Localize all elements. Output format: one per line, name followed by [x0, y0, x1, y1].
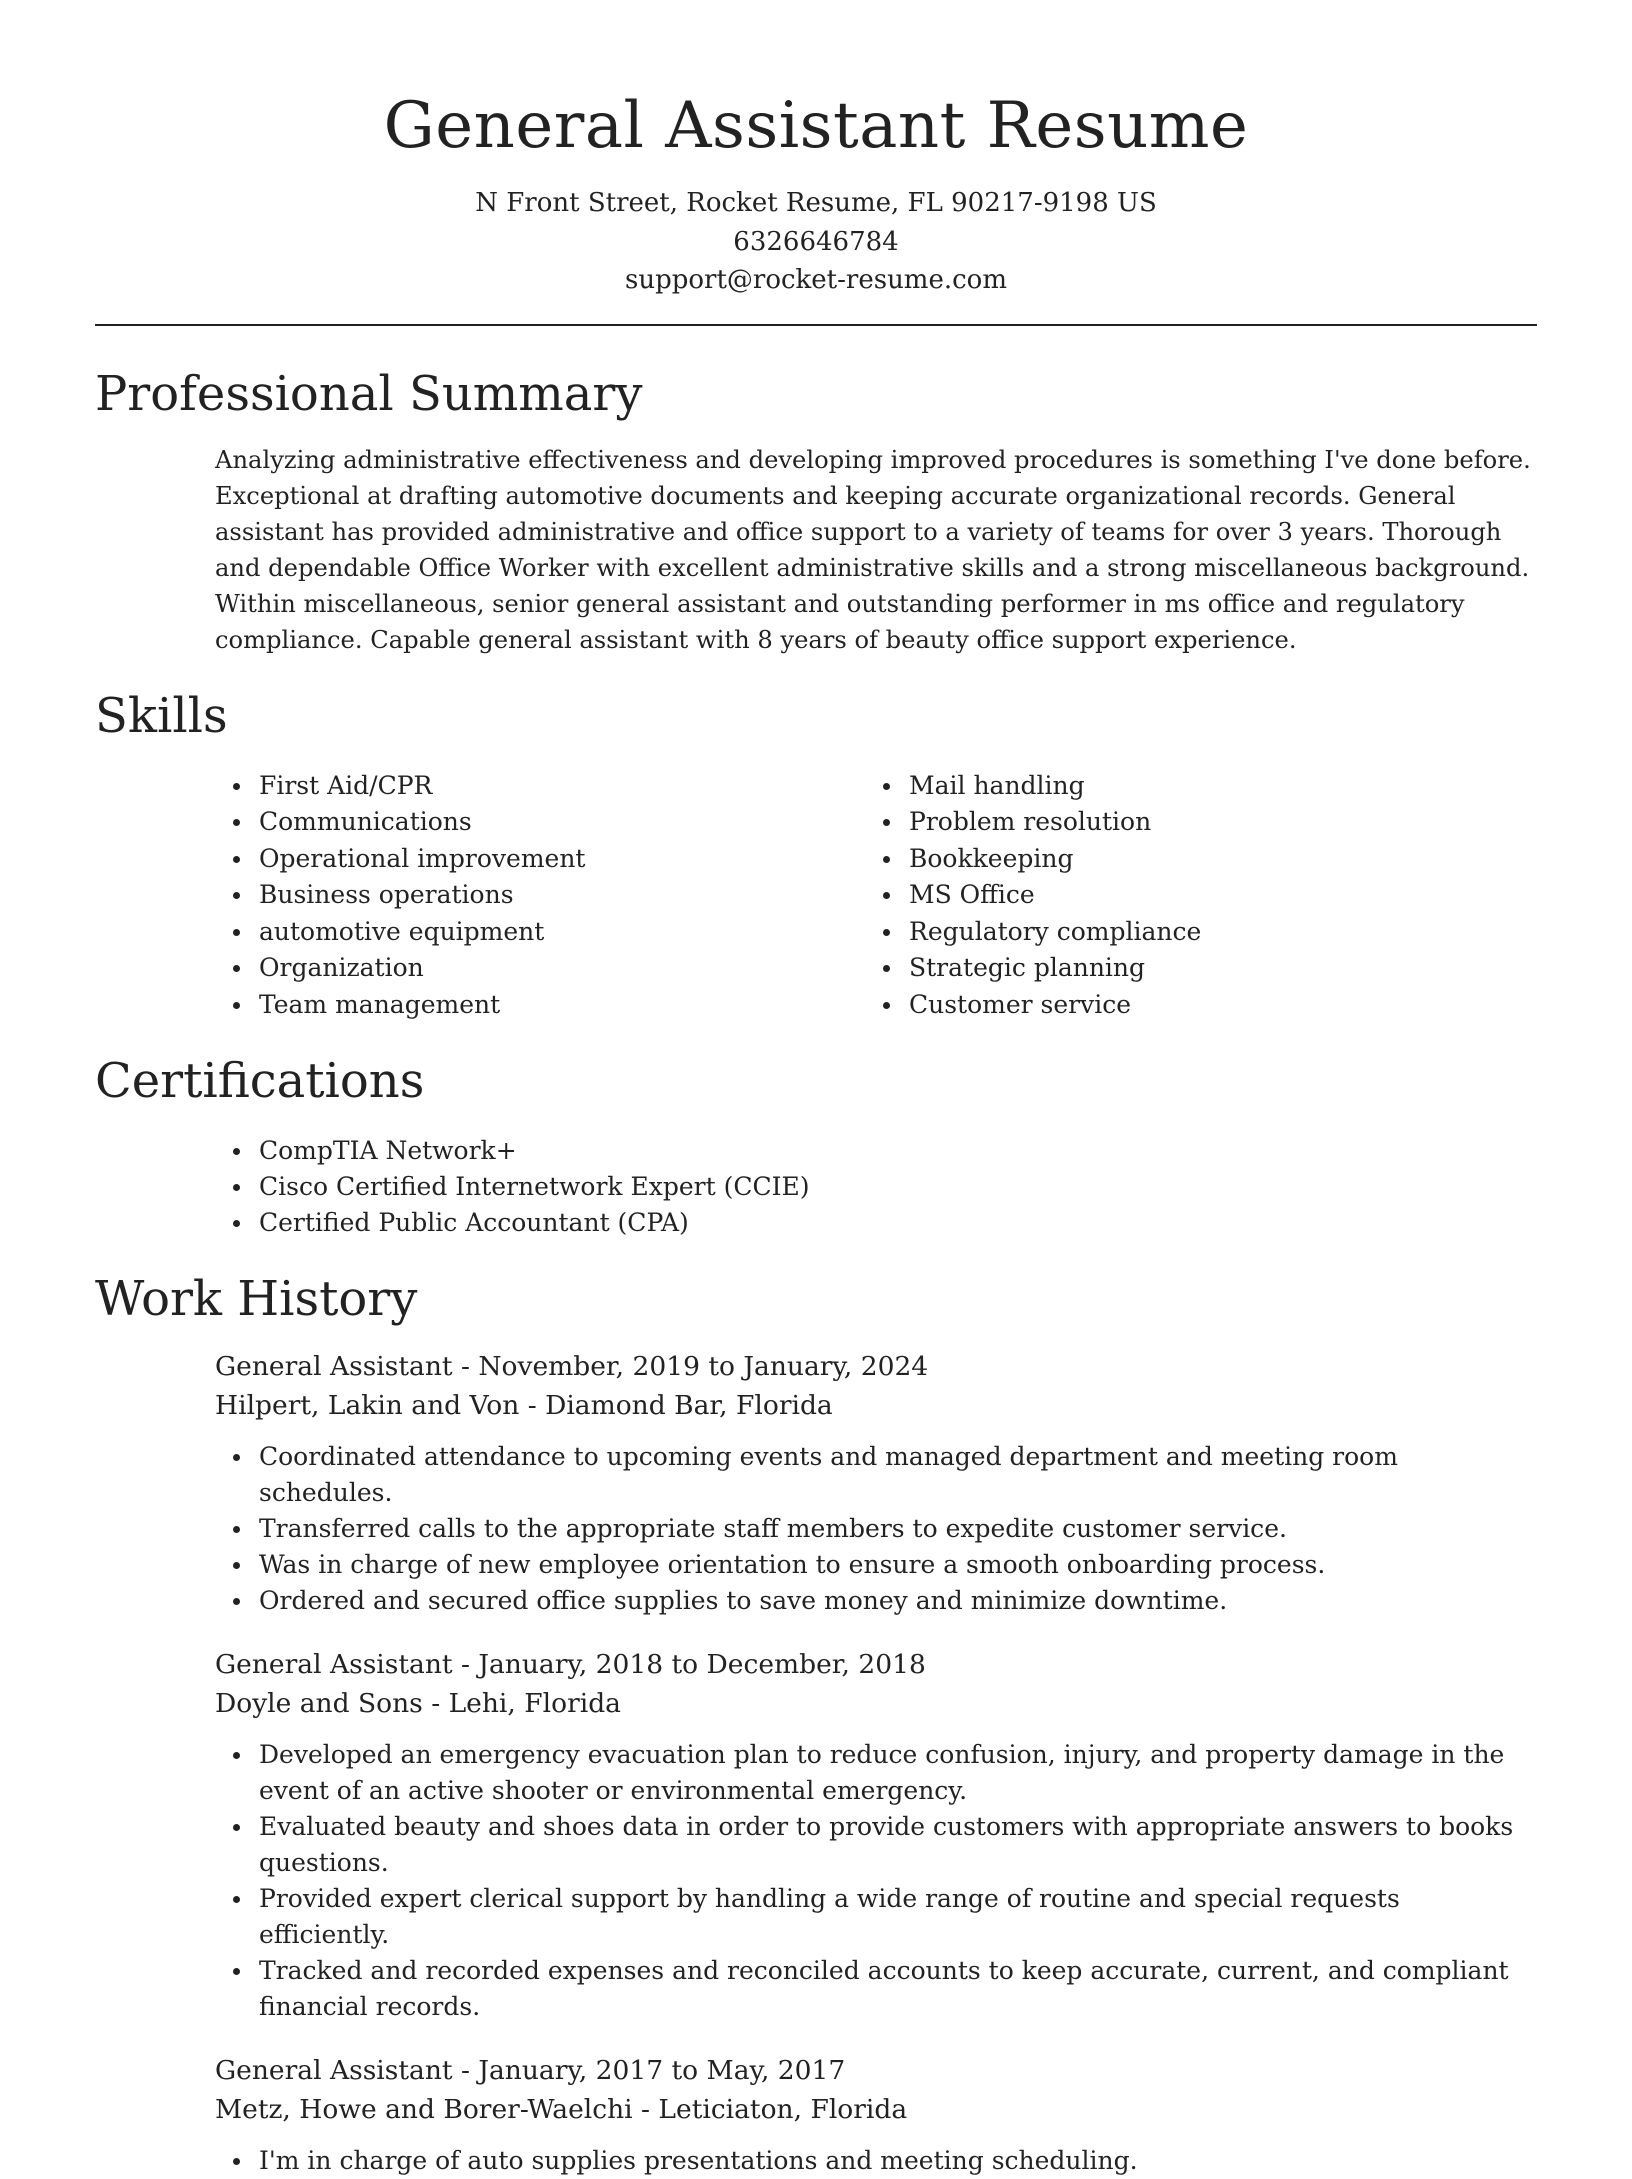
job-entry	[95, 1645, 1537, 2025]
skills-grid	[95, 768, 1537, 1024]
job-bullet: Developed an emergency evacuation plan to reduce confusion, injury, and property damage in the event of an active shooter or environmental emergency.	[215, 1737, 1537, 1809]
resume-page	[95, 0, 1537, 2179]
job-bullet: Ordered and secured office supplies to save money and minimize downtime.	[215, 1583, 1537, 1619]
certification-item: Cisco Certified Internetwork Expert (CCIE)	[215, 1169, 1537, 1205]
job-bullet: Evaluated beauty and shoes data in order to provide customers with appropriate answers to books questions.	[215, 1809, 1537, 1881]
certifications-list	[95, 1133, 1537, 1241]
skills-heading: Skills	[95, 687, 228, 744]
job-entry	[95, 1347, 1537, 1619]
skill-item: MS Office	[865, 877, 1537, 914]
skill-item: Customer service	[865, 987, 1537, 1024]
job-title-line: General Assistant - November, 2019 to January, 2024	[215, 1351, 929, 1382]
job-entry	[95, 2051, 1537, 2179]
certification-item: CompTIA Network+	[215, 1133, 1537, 1169]
certifications-heading: Certifications	[95, 1053, 425, 1109]
skill-item: Team management	[215, 987, 865, 1024]
skill-item: Strategic planning	[865, 950, 1537, 987]
job-bullet: I'm in charge of auto supplies presentations and meeting scheduling.	[215, 2143, 1537, 2179]
skill-item: Problem resolution	[865, 804, 1537, 841]
job-bullet: Was in charge of new employee orientation to ensure a smooth onboarding process.	[215, 1547, 1537, 1583]
job-company-line: Metz, Howe and Borer-Waelchi - Leticiaton, Florida	[215, 2094, 908, 2125]
contact-block	[95, 184, 1537, 300]
skill-item: First Aid/CPR	[215, 768, 865, 805]
job-title-line: General Assistant - January, 2017 to May, 2017	[215, 2055, 846, 2086]
address: N Front Street, Rocket Resume, FL 90217-9198 US	[475, 188, 1157, 218]
job-company-line: Hilpert, Lakin and Von - Diamond Bar, Florida	[215, 1390, 833, 1421]
resume-title: General Assistant Resume	[383, 89, 1249, 163]
work-history-heading: Work History	[95, 1271, 418, 1327]
skill-item: Bookkeeping	[865, 841, 1537, 878]
skill-item: Business operations	[215, 877, 865, 914]
header-divider	[95, 324, 1537, 326]
skill-item: Operational improvement	[215, 841, 865, 878]
summary-text: Analyzing administrative effectiveness and developing improved procedures is something I've done before. Exceptional at drafting automotive documents and keeping accurate organizational records. General assistant has provided administrative and office support to a variety of teams for over 3 years. Thorough and dependable Office Worker with excellent administrative skills and a strong miscellaneous background. Within miscellaneous, senior general assistant and outstanding performer in ms office and regulatory compliance. Capable general assistant with 8 years of beauty office support experience.	[215, 445, 1531, 654]
job-bullet: Provided expert clerical support by handling a wide range of routine and special requests efficiently.	[215, 1881, 1537, 1953]
job-company-line: Doyle and Sons - Lehi, Florida	[215, 1688, 621, 1719]
skill-item: Organization	[215, 950, 865, 987]
job-title-line: General Assistant - January, 2018 to December, 2018	[215, 1649, 926, 1680]
job-bullets	[95, 2143, 1537, 2179]
summary-heading: Professional Summary	[95, 365, 643, 422]
skill-item: automotive equipment	[215, 914, 865, 951]
skills-left-column	[215, 768, 865, 1024]
job-bullet: Transferred calls to the appropriate staff members to expedite customer service.	[215, 1511, 1537, 1547]
skill-item: Mail handling	[865, 768, 1537, 805]
skill-item: Regulatory compliance	[865, 914, 1537, 951]
phone: 6326646784	[733, 226, 899, 257]
email: support@rocket-resume.com	[624, 265, 1007, 295]
skill-item: Communications	[215, 804, 865, 841]
job-bullets	[95, 1737, 1537, 2025]
certification-item: Certified Public Accountant (CPA)	[215, 1205, 1537, 1241]
skills-right-column	[865, 768, 1537, 1024]
job-bullet: Coordinated attendance to upcoming events and managed department and meeting room schedules.	[215, 1439, 1537, 1511]
job-bullets	[95, 1439, 1537, 1619]
job-bullet: Tracked and recorded expenses and reconciled accounts to keep accurate, current, and compliant financial records.	[215, 1953, 1537, 2025]
